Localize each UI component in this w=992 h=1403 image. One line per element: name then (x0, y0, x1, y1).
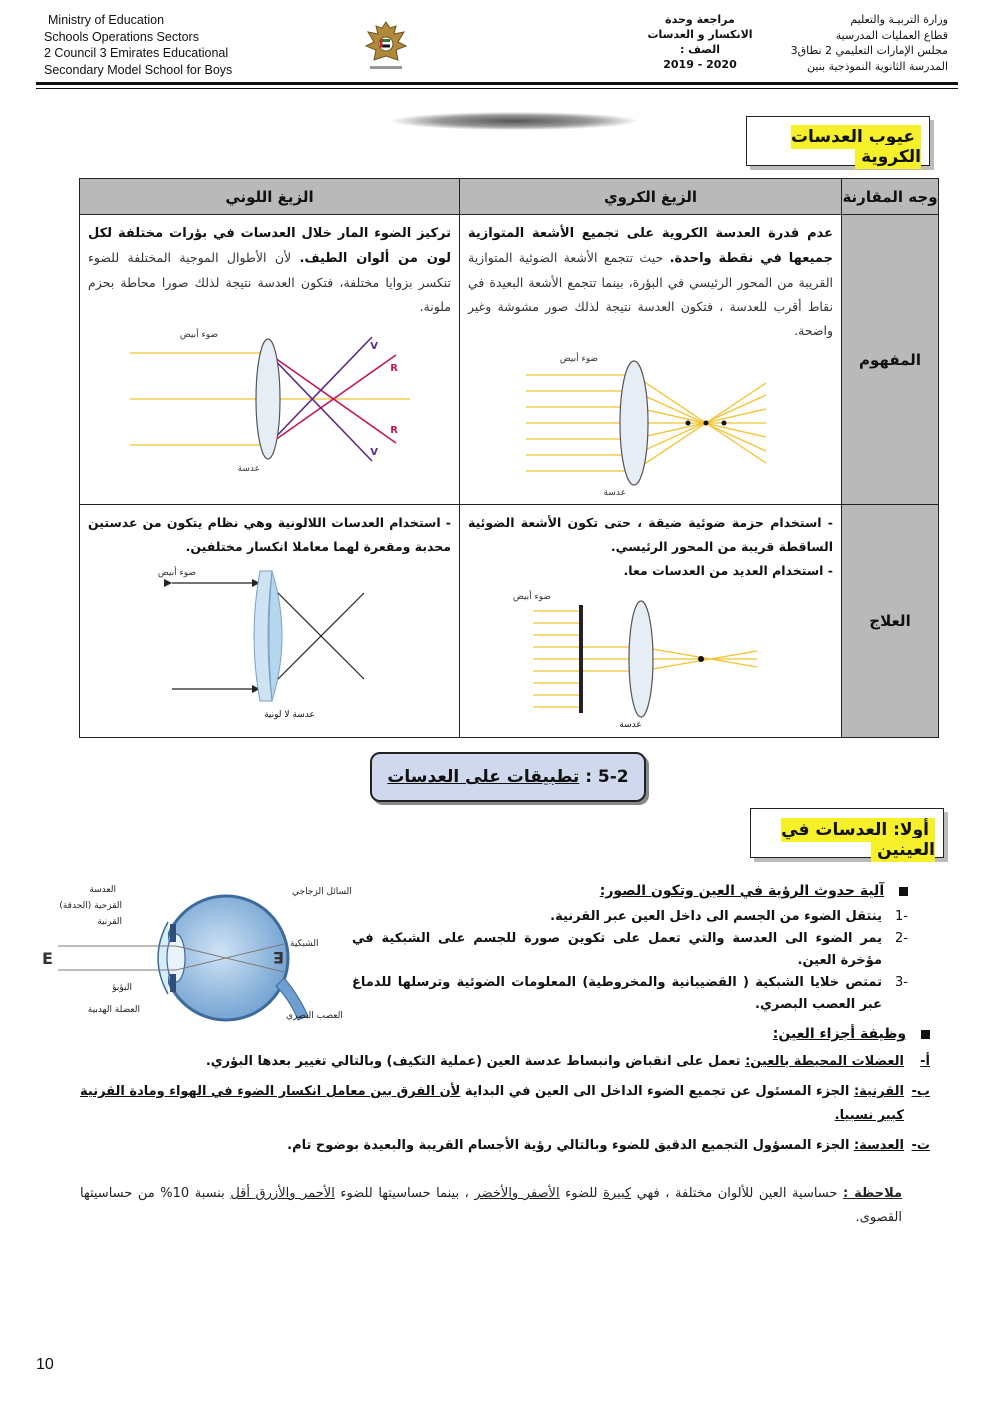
header-right-line: مجلس الإمارات التعليمي 2 نطاق3 (790, 44, 948, 57)
part-a-text: تعمل على انقباض وانبساط عدسة العين (عملية التكيف) وبالتالي تغيير بعدها البؤري. (205, 1054, 741, 1069)
part-b-reason: لأن الفرق بين معامل انكسار الضوء في الهواء ومادة القرنية كبير نسبيا. (80, 1084, 904, 1123)
note-text: ، بينما حساسيتها للضوء (340, 1186, 469, 1201)
spherical-concept (468, 221, 833, 343)
step-text: يمر الضوء الى العدسة والتي تعمل على تكوين صورة للجسم على الشبكية في مؤخرة العين. (352, 931, 882, 968)
row-remedy-head: العلاج (842, 505, 939, 738)
header-center-line: مراجعة وحدة (665, 13, 735, 26)
header-left-line: Ministry of Education (48, 13, 165, 27)
red-label: R (389, 363, 398, 374)
spherical-remedy-diagram (512, 587, 781, 719)
white-light-label: ضوء أبيض (512, 592, 551, 602)
lens-label: عدسة (619, 720, 642, 730)
label-vitreous: السائل الزجاجي (292, 887, 352, 897)
iris (170, 924, 176, 942)
spherical-remedy-cell (460, 505, 842, 738)
convex-lens (256, 339, 280, 459)
label-iris: القزحية (الحدقة) (59, 901, 122, 911)
achromatic-lens-diagram (157, 563, 380, 709)
part-a (80, 1050, 904, 1074)
label-cornea: القرنية (97, 917, 122, 927)
header-left (44, 12, 232, 78)
list-item (80, 1134, 930, 1158)
note-text: حساسية العين للألوان مختلفة ، فهي (636, 1186, 838, 1201)
part-letter: ب- (911, 1084, 930, 1099)
list-item (352, 906, 908, 928)
bullet-square-icon (921, 1030, 930, 1039)
achromatic-lens-label: عدسة لا لونية (264, 710, 315, 720)
step-number: -3 (895, 975, 908, 990)
note-highlight: الأصفر والأخضر (474, 1186, 560, 1201)
spherical-aberration-diagram (516, 347, 786, 497)
chromatic-remedy: - استخدام العدسات اللالونية وهي نظام يتكون من عدستين محدبة ومقعرة لهما معاملا انكسار مختلفين. (88, 515, 451, 554)
focus-point (698, 656, 704, 662)
list-item (352, 928, 908, 972)
note-highlight: الأحمر والأزرق أقل (230, 1186, 335, 1201)
eye-diagram (36, 878, 352, 1040)
col-chromatic: الزيغ اللوني (80, 179, 460, 215)
table-row-concept (80, 215, 939, 505)
parts-title: وظيفة أجزاء العين: (772, 1026, 907, 1042)
header-right-line: المدرسة الثانوية النموذجية بنين (807, 59, 948, 73)
eye-parts-functions (80, 1022, 930, 1158)
table-row-remedy (80, 505, 939, 738)
chromatic-remedy-cell (80, 505, 460, 738)
label-nerve: العصب البصري (286, 1011, 343, 1021)
focus-point (685, 421, 690, 426)
label-retina: الشبكية (290, 939, 319, 949)
convex-lens (629, 601, 653, 717)
note-text: للضوء (565, 1186, 598, 1201)
eye-section-label-text: أولا: العدسات في العينين (781, 820, 935, 860)
chromatic-concept (88, 221, 451, 319)
image-letter: E (273, 948, 284, 967)
header-center (620, 12, 780, 72)
list-item (80, 1080, 930, 1128)
chromatic-aberration-diagram (120, 323, 420, 473)
decorative-shadow (392, 112, 637, 130)
focus-point (721, 421, 726, 426)
white-light-label: ضوء أبيض (559, 354, 598, 364)
convex-lens (620, 361, 648, 485)
chromatic-concept-text: لأن الأطوال الموجية المختلفة للضوء تنكسر بزوايا مختلفة، فتكون العدسة نتيجة لذلك صورا محاطة بحزم ملونة. (88, 250, 451, 314)
step-text: ينتقل الضوء من الجسم الى داخل العين عبر القرنية. (550, 909, 882, 924)
arrow-icon (164, 579, 172, 587)
step-number: -1 (895, 909, 908, 924)
spherical-concept-bold: عدم قدرة العدسة الكروية على تجميع الأشعة المتوازية جميعها في نقطة واحدة. (468, 226, 833, 266)
part-a-name: العضلات المحيطة بالعين: (745, 1054, 904, 1069)
violet-label: V (369, 341, 378, 352)
header-center-line: الانكسار و العدسات (647, 28, 753, 41)
header-center-line: الصف : (679, 43, 721, 56)
focus-point (703, 421, 708, 426)
note (80, 1182, 902, 1230)
page-number: 10 (36, 1356, 54, 1373)
header-left-line: Schools Operations Sectors (44, 29, 199, 44)
spherical-remedy-2: - استخدام العديد من العدسات معا. (623, 563, 833, 578)
header-right (791, 12, 948, 74)
lens-label: عدسة (603, 488, 626, 498)
part-letter: أ- (920, 1054, 930, 1069)
part-c-text: الجزء المسؤول التجميع الدقيق للضوء وبالتالي رؤية الأجسام القريبة والبعيدة بوضوح تام. (287, 1138, 850, 1153)
defects-label-text: عيوب العدسات الكروية (790, 127, 921, 167)
label-lens: العدسة (89, 885, 116, 895)
object-letter: E (42, 949, 53, 968)
parts-title-row (80, 1022, 930, 1046)
list-item (352, 972, 908, 1016)
col-compare: وجه المقارنة (842, 179, 939, 215)
defects-label (746, 116, 930, 166)
chromatic-concept-cell (80, 215, 460, 505)
spherical-remedy-1: - استخدام حزمة ضوئية ضيقة ، حتى تكون الأشعة الضوئية الساقطة قريبة من المحور الرئيسي. (468, 515, 833, 554)
mechanism-title-row (352, 880, 908, 902)
comparison-table (79, 178, 939, 738)
part-letter: ت- (911, 1138, 930, 1153)
step-text: تمتص خلايا الشبكية ( القضيبانية والمخروطية) المعلومات الضوئية وترسلها للدماغ عبر العصب البصري. (352, 975, 882, 1012)
part-c (80, 1134, 904, 1158)
part-b-name: القرنية: (853, 1084, 904, 1099)
white-light-label: ضوء أبيض (179, 330, 218, 340)
convex-lens-part (269, 571, 282, 701)
table-header-row (80, 179, 939, 215)
iris (170, 974, 176, 992)
section-title (370, 752, 646, 802)
lens-label: عدسة (237, 464, 260, 474)
violet-label: V (369, 447, 378, 458)
spherical-concept-text: حيث تتجمع الأشعة الضوئية المتوازية القريبة من المحور الرئيسي في البؤرة، بينما تتجمع الأشعة البعيدة في نقاط أقرب للعدسة ، فتكون العدسة نتيجة لذلك صور مشوشة وغير واضحة. (468, 250, 833, 338)
header-right-line: وزارة التربيـة والتعليم (850, 13, 948, 26)
col-spherical: الزيغ الكروي (460, 179, 842, 215)
bullet-square-icon (899, 887, 908, 896)
header-left-line: 2 Council 3 Emirates Educational (44, 46, 229, 60)
part-c-name: العدسة: (853, 1138, 904, 1153)
step-number: -2 (895, 931, 908, 946)
aperture-stop (579, 605, 583, 713)
label-ciliary: العضلة الهدبية (87, 1005, 140, 1015)
uae-emblem-icon (360, 18, 412, 74)
eye-section-label (750, 808, 944, 858)
spherical-concept-cell (460, 215, 842, 505)
header-center-line: 2020 - 2019 (663, 58, 737, 71)
note-highlight: كبيرة (603, 1186, 632, 1201)
vision-mechanism (352, 880, 908, 1016)
mechanism-title: آلية حدوث الرؤية في العين وتكون الصور: (599, 883, 885, 899)
header-divider (36, 82, 958, 85)
label-pupil: البؤبؤ (112, 983, 132, 993)
white-light-label: ضوء أبيض (157, 568, 196, 578)
note-label: ملاحظة : (843, 1186, 903, 1201)
note-text: بنسبة 10% من حساسيتها القصوى. (80, 1186, 902, 1225)
header-left-line: Secondary Model School for Boys (44, 62, 233, 77)
chromatic-concept-bold: تركيز الضوء المار خلال العدسات في بؤرات مختلفة لكل لون من ألوان الطيف. (88, 226, 451, 266)
header-divider-thin (36, 88, 958, 89)
part-b-text: الجزء المسئول عن تجميع الضوء الداخل الى العين في البداية (464, 1084, 850, 1099)
part-b (80, 1080, 904, 1128)
header-right-line: قطاع العمليات المدرسية (835, 28, 948, 42)
section-title-num: 5-2 : (585, 767, 629, 787)
row-concept-head: المفهوم (842, 215, 939, 505)
list-item (80, 1050, 930, 1074)
red-label: R (389, 425, 398, 436)
section-title-text: تطبيقات على العدسات (387, 767, 580, 787)
